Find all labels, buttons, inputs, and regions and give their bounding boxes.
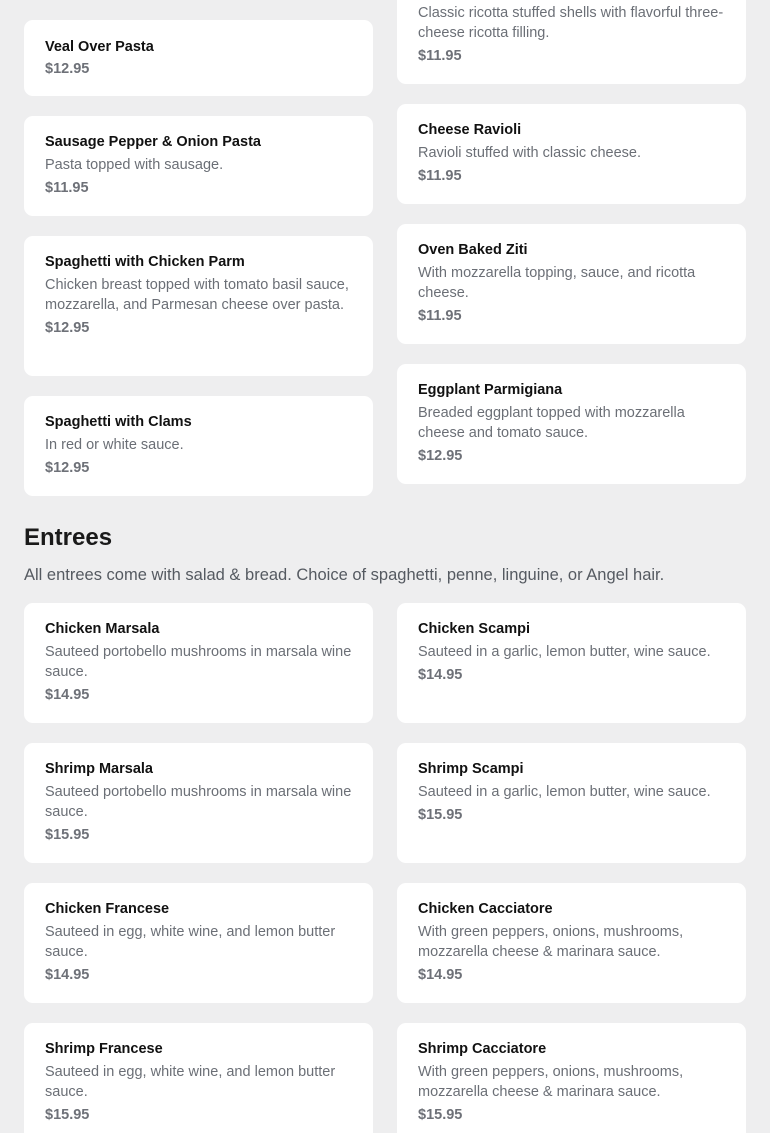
item-price: $14.95 — [418, 667, 463, 683]
item-name: Chicken Cacciatore — [418, 901, 553, 917]
item-description: With green peppers, onions, mushrooms, mozzarella cheese & marinara sauce. — [418, 924, 684, 960]
item-description: Sauteed in egg, white wine, and lemon butter sauce. — [45, 1064, 336, 1100]
item-price: $12.95 — [45, 460, 90, 476]
item-name: Veal Over Pasta — [45, 39, 154, 55]
item-price: $14.95 — [45, 687, 90, 703]
item-price: $15.95 — [45, 827, 90, 843]
menu-item-card[interactable] — [397, 0, 746, 84]
item-description: Breaded eggplant topped with mozzarella cheese and tomato sauce. — [418, 405, 685, 441]
item-description: Sauteed in a garlic, lemon butter, wine sauce. — [418, 784, 711, 800]
item-name: Chicken Francese — [45, 901, 170, 917]
item-name: Oven Baked Ziti — [418, 242, 528, 258]
item-price: $14.95 — [45, 967, 90, 983]
item-price: $12.95 — [418, 448, 463, 464]
item-description: Ravioli stuffed with classic cheese. — [418, 145, 641, 161]
item-description: Classic ricotta stuffed shells with flavorful three-cheese ricotta filling. — [418, 5, 724, 41]
item-name: Spaghetti with Chicken Parm — [45, 254, 245, 270]
menu-item-card[interactable] — [24, 743, 373, 863]
menu-item-card[interactable] — [24, 1023, 373, 1133]
item-price: $15.95 — [418, 1107, 463, 1123]
item-description: With green peppers, onions, mushrooms, mozzarella cheese & marinara sauce. — [418, 1064, 684, 1100]
item-description: Pasta topped with sausage. — [45, 157, 224, 173]
item-name: Shrimp Marsala — [45, 761, 153, 777]
item-price: $15.95 — [418, 807, 463, 823]
item-price: $11.95 — [418, 48, 462, 64]
item-price: $11.95 — [418, 168, 462, 184]
menu-item-card[interactable] — [24, 116, 373, 216]
item-price: $11.95 — [45, 180, 89, 196]
menu-item-card[interactable] — [24, 883, 373, 1003]
item-price: $15.95 — [45, 1107, 90, 1123]
item-price: $11.95 — [418, 308, 462, 324]
menu-item-card[interactable] — [397, 364, 746, 484]
item-name: Sausage Pepper & Onion Pasta — [45, 134, 261, 150]
menu-item-card[interactable] — [24, 236, 373, 376]
item-description: In red or white sauce. — [45, 437, 184, 453]
item-description: Sauteed in a garlic, lemon butter, wine sauce. — [418, 644, 711, 660]
item-name: Shrimp Cacciatore — [418, 1041, 547, 1057]
section-title: Entrees — [24, 524, 113, 551]
menu-item-card[interactable] — [397, 743, 746, 863]
item-description: Sauteed in egg, white wine, and lemon butter sauce. — [45, 924, 336, 960]
menu-item-card[interactable] — [397, 104, 746, 204]
item-description: Chicken breast topped with tomato basil sauce, mozzarella, and Parmesan cheese over pasta. — [45, 277, 349, 313]
menu-item-card[interactable] — [397, 224, 746, 344]
menu-item-card[interactable] — [24, 603, 373, 723]
menu-item-card[interactable] — [397, 603, 746, 723]
item-description: With mozzarella topping, sauce, and ricotta cheese. — [418, 265, 696, 301]
item-description: Sauteed portobello mushrooms in marsala wine sauce. — [45, 784, 352, 820]
menu-item-card[interactable] — [397, 883, 746, 1003]
item-price: $14.95 — [418, 967, 463, 983]
item-name: Chicken Marsala — [45, 621, 160, 637]
section-description: All entrees come with salad & bread. Choice of spaghetti, penne, linguine, or Angel hair. — [24, 566, 665, 584]
item-name: Spaghetti with Clams — [45, 414, 192, 430]
item-name: Shrimp Francese — [45, 1041, 163, 1057]
item-name: Eggplant Parmigiana — [418, 382, 563, 398]
item-name: Cheese Ravioli — [418, 122, 522, 138]
item-name: Chicken Scampi — [418, 621, 531, 637]
item-price: $12.95 — [45, 320, 90, 336]
menu-item-card[interactable] — [24, 20, 373, 96]
menu-item-card[interactable] — [24, 396, 373, 496]
menu-item-card[interactable] — [397, 1023, 746, 1133]
item-description: Sauteed portobello mushrooms in marsala wine sauce. — [45, 644, 352, 680]
item-name: Shrimp Scampi — [418, 761, 524, 777]
item-price: $12.95 — [45, 61, 90, 77]
